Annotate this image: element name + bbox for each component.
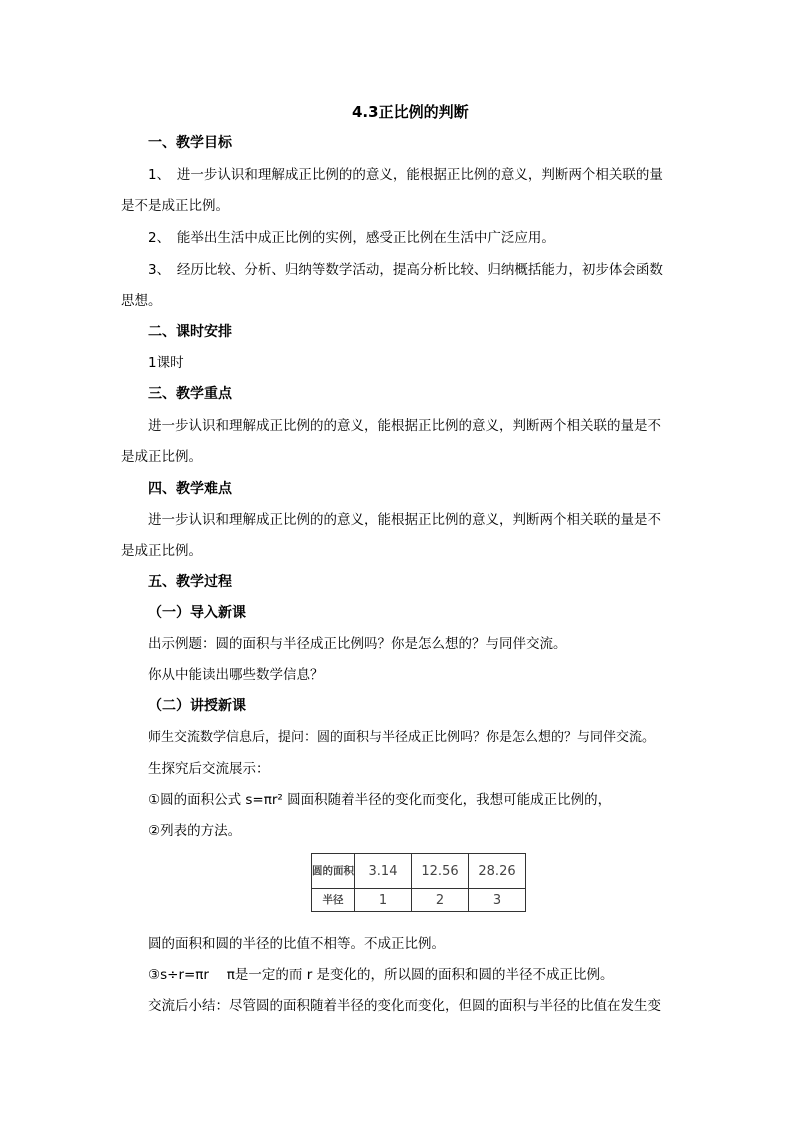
schedule-text: 1课时 <box>148 355 184 371</box>
part-1-line-1: 出示例题：圆的面积与半径成正比例吗？你是怎么想的？与同伴交流。 <box>148 636 567 652</box>
table-cell: 1 <box>355 889 412 912</box>
section-heading-key-points: 三、教学重点 <box>148 386 232 402</box>
goal-2-line-1: 2、 能举出生活中成正比例的实例，感受正比例在生活中广泛应用。 <box>148 230 555 246</box>
table-cell: 3.14 <box>355 854 412 889</box>
goal-1-line-2: 是不是成正比例。 <box>121 198 229 214</box>
table-cell: 2 <box>412 889 469 912</box>
key-points-line-1: 进一步认识和理解成正比例的的意义，能根据正比例的意义，判断两个相关联的量是不 <box>148 418 661 434</box>
part-2-line-1: 师生交流数学信息后，提问：圆的面积与半径成正比例吗？你是怎么想的？与同伴交流。 <box>148 730 656 745</box>
table-row-area <box>312 854 526 889</box>
part-1-heading: （一）导入新课 <box>148 605 246 621</box>
section-heading-goals: 一、教学目标 <box>148 135 232 151</box>
table-header-area: 圆的面积 <box>312 854 355 889</box>
goal-3-line-1: 3、 经历比较、分析、归纳等数学活动，提高分析比较、归纳概括能力，初步体会函数 <box>148 262 663 278</box>
part-2-heading: （二）讲授新课 <box>148 698 246 714</box>
area-radius-table <box>311 853 526 912</box>
document-title: 4.3正比例的判断 <box>352 103 469 121</box>
part-2-line-5: 圆的面积和圆的半径的比值不相等。不成正比例。 <box>148 936 445 952</box>
part-2-line-4: ②列表的方法。 <box>148 823 242 839</box>
table-header-radius: 半径 <box>312 889 355 912</box>
part-1-line-2: 你从中能读出哪些数学信息？ <box>148 667 324 683</box>
difficulties-line-2: 是成正比例。 <box>121 543 202 559</box>
goal-1-line-1: 1、 进一步认识和理解成正比例的的意义，能根据正比例的意义，判断两个相关联的量 <box>148 167 663 183</box>
part-2-line-2: 生探究后交流展示： <box>148 761 270 777</box>
table-row-radius <box>312 889 526 912</box>
table-cell: 12.56 <box>412 854 469 889</box>
section-heading-difficulties: 四、教学难点 <box>148 481 232 497</box>
section-heading-schedule: 二、课时安排 <box>148 324 232 340</box>
goal-3-line-2: 思想。 <box>121 293 162 309</box>
part-2-line-6: ③s÷r=πr π是一定的而 r 是变化的，所以圆的面积和圆的半径不成正比例。 <box>148 967 614 983</box>
table-cell: 28.26 <box>469 854 526 889</box>
part-2-line-3: ①圆的面积公式 s=πr² 圆面积随着半径的变化而变化，我想可能成正比例的， <box>148 792 612 808</box>
table-cell: 3 <box>469 889 526 912</box>
key-points-line-2: 是成正比例。 <box>121 449 202 465</box>
difficulties-line-1: 进一步认识和理解成正比例的的意义，能根据正比例的意义，判断两个相关联的量是不 <box>148 512 661 528</box>
section-heading-process: 五、教学过程 <box>148 574 232 590</box>
part-2-line-7: 交流后小结：尽管圆的面积随着半径的变化而变化，但圆的面积与半径的比值在发生变 <box>148 998 661 1014</box>
